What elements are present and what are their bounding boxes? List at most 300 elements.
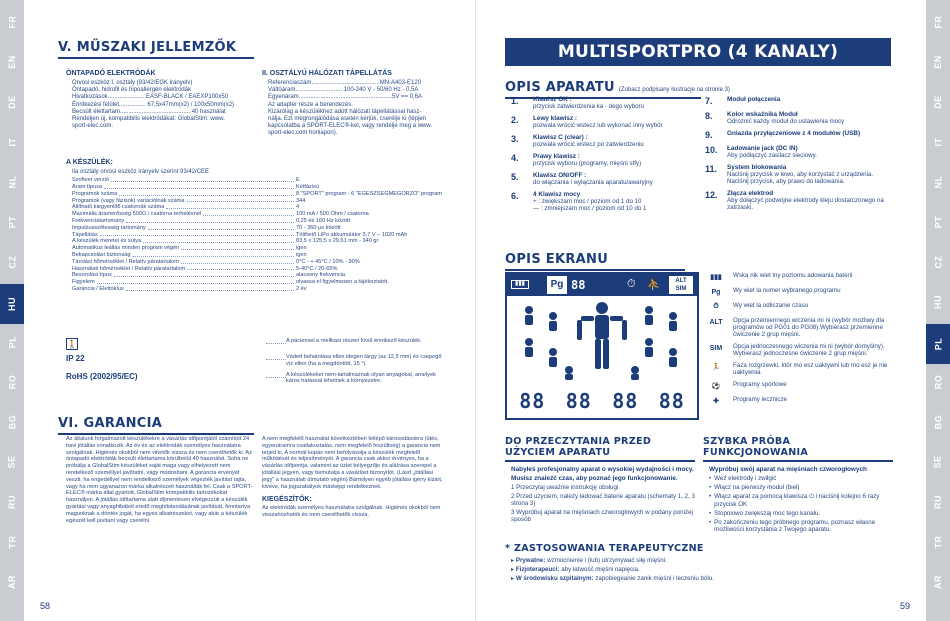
network-line: kapcsolatba a SPORT-ELEC®-kel, vagy rendelje meg a www. [268,123,433,130]
language-tab-de[interactable] [0,84,24,120]
spec-leader [181,259,294,264]
body-silhouette-icon [577,302,627,369]
spec-row [72,232,446,239]
spec-row [72,225,446,232]
language-tab-label: TR [7,535,17,549]
application-item [511,557,885,564]
language-tab-pl[interactable] [926,324,950,364]
lcd-channel-digit: 88 [519,389,546,413]
device-item-body [727,111,895,125]
language-tab-pt[interactable] [0,204,24,240]
device-item-title: System blokowania [727,164,787,171]
symbol-mark [66,354,266,363]
screen-legend-row [705,362,895,376]
language-tab-se[interactable] [0,444,24,480]
device-item-desc: Aby podłączyć zasilacz sieciowy. [727,152,817,159]
power-line: Érintkezési felület................ 67,5x47mm(x2) / 100x50mm(x2) [72,101,235,108]
applications-items [505,557,885,582]
symbol-row [66,354,446,368]
device-item-body [533,115,691,129]
device-item-title: Klawisz ON/OFF : [533,172,587,179]
spec-key: Garancia / Élettoklus [72,285,124,292]
applications-title: * ZASTOSOWANIA TERAPEUTYCZNE [505,543,704,554]
device-items-left [511,96,691,217]
device-item-desc: przycisk wyboru (programy, mięśni stfy) [533,160,642,167]
quick-item-text: Stopniowo zwiększaj moc tego kanału. [714,510,821,517]
language-tab-label: NL [7,175,17,189]
device-title: A KÉSZÜLÉK: [66,159,113,166]
timer-icon: ⏱ [713,303,719,310]
lcd-battery-icon: ▮▮▮ [511,280,529,289]
language-tab-label: FR [933,15,943,29]
read-intro: Nabyłeś profesjonalny aparat o wysokiej wydajności i mocy. [511,466,694,473]
screen-legend-text: Wy wiet la odliczanie czasu [733,302,809,309]
device-item-number: 2. [511,115,519,125]
bullet-icon: • [709,493,712,500]
device-item-desc-2: — : zmniejszam moc / poziom od 10 do 1 [533,205,647,212]
quick-test-title: SZYBKA PRÓBA FUNKCJONOWANIA [703,436,809,458]
network-line: sport-elec.com honlapon). [268,130,338,137]
lcd-warmup-icon: ⛹ [647,279,661,291]
screen-legend-row [705,381,895,391]
quick-item-text: Po zakończeniu tego próbnego programu, poznasz własne możliwości korzystania z Twojego aparatu. [714,519,876,533]
spec-key: Szoftver verzió [72,177,109,184]
device-item-number: 5. [511,172,519,182]
device-item-body [727,190,895,211]
language-tab-label: RU [933,495,943,509]
quick-item [709,510,893,517]
spec-key: Tárolási hőmérséklet / Relatív páratartalom [72,258,179,265]
language-tab-label: CZ [7,255,17,269]
language-tab-ro[interactable] [926,364,950,400]
device-item-body [533,134,691,148]
network-line: Egyenáram........................................................5V == 0,6A [268,94,423,101]
spec-leader [119,191,294,196]
read-items [505,484,695,523]
spec-row [72,218,446,225]
language-tabs-left [0,0,24,621]
quick-item [709,519,893,533]
device-item-title: Lewy klawisz : [533,115,578,122]
language-tab-nl[interactable] [0,164,24,200]
spec-leader [111,177,294,182]
screen-description-rule [505,269,685,271]
device-item-number: 10. [705,145,718,155]
device-item-number: 7. [705,96,713,106]
device-item [705,130,895,140]
spec-row [72,238,446,245]
warmup-icon: 🏃 [711,364,721,371]
health-icon: ✚ [713,398,719,405]
language-tab-label: RU [7,495,17,509]
spec-leader [126,286,294,291]
lcd-channel-digits [509,386,695,416]
spec-value: alacsony frekvencia [296,272,346,279]
spec-row [72,286,446,293]
application-label: W środowisku szpitalnym: [515,575,594,582]
language-tab-label: AR [933,575,943,589]
quick-item-text: Weź elektrody i zwiłgić [714,475,777,482]
network-line: Referenciaszám.........................................MN-A403-E120 [268,80,422,86]
device-item-body [727,130,895,140]
spec-leader [114,272,294,277]
language-tab-label: AR [7,575,17,589]
lcd-program-digits: 88 [571,278,586,292]
language-tab-label: HU [7,297,17,311]
device-item-number: 9. [705,130,713,140]
language-tab-it[interactable] [0,124,24,160]
language-tab-label: PL [932,337,943,351]
device-intro: Ila osztály orvosi eszköz irányelv szerint 93/42/CEE [72,169,210,175]
screen-legend-text: Wy wiet la numer wybranego programu [733,287,841,294]
language-tab-label: PT [932,215,943,229]
disposal-text: Az elektródák személyes használatra szolgálnak. Higiénés okokból nem visszahozhatók és nem cserélhetők vissza. [262,505,441,519]
screen-legend-text: Programy lecznicze [733,396,787,403]
device-item-title: 4 Klawisz mocy [533,191,581,198]
spec-value: igen [296,245,307,252]
language-tab-ar[interactable] [926,564,950,600]
device-item-body [727,164,895,185]
language-tab-en[interactable] [0,44,24,80]
device-item-body [533,153,691,167]
device-item-desc: pozwala wrócić wstecz po zatwierdzeniu [533,141,644,148]
language-tab-label: EN [932,55,943,69]
language-tab-fr[interactable] [0,4,24,40]
spec-value: 8 "SPORT" program - 6 "EGÉSZSÉGMEGŐRZŐ" program [296,190,442,197]
language-tab-ro[interactable] [0,364,24,400]
spec-row [72,259,446,266]
spec-value: 0°C - + 45°C / 10% - 90% [296,258,360,265]
bullet-icon: • [709,519,712,526]
device-item-desc: Naciśnij przycisk w lewo, aby korzystać z urządzenia. Naciśnij przycisk, aby prawo do ładowania. [727,171,874,185]
spec-value: 0,25 és 160 Hz között [296,217,351,224]
spec-leader [100,232,294,237]
language-tab-label: BG [933,414,943,430]
spec-key: Maximális áramerősség 500Ω / csatorna terhelésnél [72,211,202,218]
device-item-body [727,145,895,159]
device-item [511,191,691,212]
language-tab-label: IT [7,137,17,147]
language-tab-label: NL [933,175,943,189]
symbol-row [66,372,446,386]
network-title: II. OSZTÁLYÚ HÁLÓZATI TÁPELLÁTÁS [262,70,392,77]
language-tab-label: RO [7,374,17,390]
spec-leader [181,245,294,250]
spec-leader [166,204,294,209]
section-5-title: V. MŰSZAKI JELLEMZŐK [58,40,237,55]
device-item [511,96,691,110]
screen-legend-text: Opcja przemiennego wiczenia mi ni (wybór możliwy dla programów od PG01 do PG08).Wybierasz przemienne ćwiczenie 2 grup mięśni. [733,317,885,338]
spec-row [72,184,446,191]
language-tab-label: SE [932,455,943,469]
read-item: 1 Przeczytaj uważnie instrukcję obsługi [511,484,619,491]
device-item-title: Kolor wskaźnika Moduł [727,111,798,118]
language-tab-label: CZ [933,255,943,269]
lcd-channel-digit: 88 [612,389,639,413]
language-tab-label: IT [933,137,943,147]
language-tab-fr[interactable] [926,4,950,40]
alt-icon: ALT [709,318,723,326]
application-label: Fizjoterapeuci: [515,566,560,573]
lcd-sim-label: SIM [675,286,687,292]
symbol-leader [266,354,286,360]
spec-leader [126,218,294,223]
network-line: Az adapter része a berendezés. [268,101,354,108]
section-6-rule [58,433,254,435]
application-item [511,566,885,573]
symbol-leader [266,338,286,344]
power-title: ÖNTAPADÓ ELEKTRÓDÁK [66,70,156,77]
language-tab-se[interactable] [926,444,950,480]
language-tab-de[interactable] [926,84,950,120]
symbol-label: IP 22 [66,354,85,363]
device-item-body [533,191,691,212]
spec-leader [203,211,294,216]
device-description-note: (Zobacz podpisany ilustracje na stronie 3) [618,87,730,93]
quick-item [709,493,893,508]
language-tab-label: PT [6,215,17,229]
spec-value: 2 év [296,285,307,292]
language-tab-label: SE [6,455,17,469]
spec-leader [97,279,294,284]
program-icon: Pg [711,288,721,296]
screen-legend-row [705,272,895,282]
screen-legend-row [705,396,895,406]
quick-test-rule [703,460,893,462]
language-tab-label: DE [932,95,943,109]
symbol-description: Védett behatolása ellen idegen tárgy (az 12,5 mm) és csepegő víz ellen (ha a megdöntött, 15 °). [286,354,442,367]
symbol-description: A páciensel a mellkasi részen kívül érintkező készülék. [286,338,422,344]
power-line: Öntapadó, hidrofil és hipoallergén elektródák [72,87,192,94]
section-5-rule [58,57,254,59]
spec-value: 5-40°C / 20-65% [296,265,338,272]
lcd-body-figure [509,298,695,382]
device-item-desc: pozwala wrócić wstecz lub wykonać inny wybór [533,122,663,129]
bullet-icon: • [709,475,712,482]
device-item-title: Klawisz C (clear) : [533,134,588,141]
language-tab-label: TR [933,535,943,549]
network-line: nálja. Ezt megrongálódása esetén kérjük, cserélje ki (lépjen [268,116,427,123]
quick-item-text: Włącz aparat za pomocą klawisza ⏻ i naciśnij kolejno 6 razy przycisk OK [714,493,880,508]
lcd-alt-sim [669,276,693,294]
language-tab-pt[interactable] [926,204,950,240]
language-tab-label: PL [6,335,17,349]
spec-list [66,177,446,293]
spec-leader [104,184,294,189]
left-page [24,0,475,621]
language-tab-cz[interactable] [926,244,950,280]
spec-key: Állítható kiegyenlítő csatornák száma [72,204,165,211]
device-item-desc: do włączania i wyłączania aparatu/awaryjny [533,179,653,186]
device-item-number: 11. [705,164,718,174]
page-number-left: 58 [40,601,51,611]
spec-leader [187,198,294,203]
language-tab-ar[interactable] [0,564,24,600]
language-tab-cz[interactable] [0,244,24,280]
spec-value: Kétfázisú [296,184,320,190]
screen-legend-row [705,317,895,338]
screen-legend-text: Programy sportowe [733,381,787,388]
language-tab-hu[interactable] [0,284,24,324]
language-tab-pl[interactable] [0,324,24,360]
spec-key: Programok (vagy fázisok) variációinak száma [72,197,185,204]
device-item [705,111,895,125]
spec-key: Impulzusszélesség tartomány [72,224,146,231]
language-tab-label: DE [6,95,17,109]
device-item [511,172,691,186]
spec-row [72,191,446,198]
device-item-desc: przycisk zatwierdzenia ka - dego wyboru [533,103,645,110]
lcd-channel-digit: 88 [565,389,592,413]
bullet-icon: • [709,510,712,517]
language-tab-ru[interactable] [926,484,950,520]
device-item [705,96,895,106]
spec-value: 70 - 360 μs között [296,224,341,231]
screen-description-title: OPIS EKRANU [505,252,609,267]
spec-row [72,177,446,184]
symbol-leader [266,372,286,378]
right-page [475,0,926,621]
language-tab-tr[interactable] [0,524,24,560]
sim-icon: SIM [709,344,723,352]
language-tab-ru[interactable] [0,484,24,520]
language-tab-tr[interactable] [926,524,950,560]
device-item-title: Ładowanie jack (DC IN) [727,145,798,152]
application-label: Prywatne: [515,557,546,564]
quick-item [709,475,893,482]
device-item [705,164,895,185]
power-lines [66,80,256,130]
language-tab-label: RO [933,374,943,390]
language-tab-bg[interactable] [926,404,950,440]
page-number-right: 59 [900,601,911,611]
language-tab-label: FR [7,15,17,29]
lcd-alt-label: ALT [675,278,687,284]
power-line: Rendeljen új, kompatibilis elektródákat: GlobalStim; www. [72,116,225,123]
spec-leader [187,266,294,271]
disposal-title: KIEGÉSZÍTŐK: [262,496,312,504]
sport-icon: ⚽ [711,383,721,390]
language-tab-nl[interactable] [926,164,950,200]
language-tab-it[interactable] [926,124,950,160]
symbol-row [66,338,446,350]
spec-value: igen [296,251,307,258]
language-tabs-right [926,0,950,621]
application-item [511,575,885,582]
quick-item-text: Włącz na pierwszy moduł (biel) [714,484,800,491]
device-item-desc: Odróżnić każdy moduł do ustawienia mocy [727,118,845,125]
screen-legend-row [705,343,895,357]
quick-test-intro: Wypróbuj swój aparat na mięśniach czworogłowych [709,466,867,473]
device-item-number: 4. [511,153,519,163]
device-item-desc: Aby dołączyć podwójne elektrody kleju dostarczonego na zatrzaski. [727,197,884,211]
device-item [705,145,895,159]
device-item [511,115,691,129]
device-item-title: Prawy klawisz : [533,153,580,160]
spec-row [72,198,446,205]
application-text: aby łatwość mięśni napięcia. [559,566,640,573]
product-banner: MULTISPORTPRO (4 KANALY) [505,38,891,66]
symbol-mark [66,338,266,350]
screen-legend-row [705,287,895,297]
spec-key: Tápellátás [72,231,98,238]
spec-leader [143,238,294,243]
language-tab-hu[interactable] [926,284,950,320]
screen-legend-text: Opcja jednoczesnego wiczenia mi ni (wybór domyślny). Wybierasz jednoczesne ćwiczenie 2 grup mięśni. [733,343,885,357]
language-tab-bg[interactable] [0,404,24,440]
spec-row [72,266,446,273]
device-item-title: Klawisz OK : [533,96,572,103]
language-tab-label: BG [7,414,17,430]
device-item-title: Złącza elektrod [727,190,774,197]
bullet-icon: • [709,484,712,491]
spec-value: E [296,177,300,184]
device-item [705,190,895,211]
spec-value: olvassa el figyelmesen a tájékoztatót. [296,279,389,286]
power-line: Becsült élettartam.......................................... 40 használat [72,108,226,115]
spec-key: Figyelem [72,279,95,286]
spec-row [72,245,446,252]
quick-test-items [703,475,893,533]
power-line: Hivatkozások.......................EASF-BLACK / EAEXP100x50 [72,94,229,101]
screen-legend [705,272,895,411]
language-tab-label: EN [6,55,17,69]
spec-row [72,211,446,218]
spec-row [72,204,446,211]
read-before-use-title: DO PRZECZYTANIA PRZED UŻYCIEM APARATU [505,436,652,458]
device-item-number: 1. [511,96,519,106]
symbol-list [66,338,446,389]
language-tab-label: HU [933,295,943,309]
network-lines [262,80,442,138]
spec-value: 4 [296,204,300,211]
lcd-program-label: Pg [547,276,567,294]
power-line: Orvosi eszköz I. osztály (93/42/EGK irányelv) [72,80,193,86]
spec-row [72,279,446,286]
spec-key: Automatikus leállás minden program végén [72,245,180,252]
spec-row [72,252,446,259]
device-item-title: Gniazda przyłączeniowe z 4 modułów (USB) [727,130,861,137]
read-item: 3 Wypróbuj aparat na mięśniach czworogłowych w podany poniżej sposób [511,509,693,523]
section-6-title: VI. GARANCIA [58,416,163,431]
spec-row [72,272,446,279]
spec-value: 83,5 x 125,5 x 29,61 mm - 340 gr [296,238,379,245]
arrow-icon: ▸ [511,557,516,564]
spec-value: 100 mA / 500 Ohm / csatorna [296,211,369,218]
device-item-number: 8. [705,111,713,121]
device-item-number: 12. [705,190,718,200]
spec-key: Áram típusa [72,184,103,190]
language-tab-en[interactable] [926,44,950,80]
screen-legend-row [705,302,895,312]
application-text: zapobiegeanie zanik mięśni i leczeniu bólu. [593,575,714,582]
lcd-channel-digit: 88 [658,389,685,413]
spec-value: 344 [296,197,306,204]
device-item-number: 6. [511,191,519,201]
spec-key: Frekvenciatartomány [72,217,125,224]
spec-key: Programok száma [72,190,118,197]
spec-leader [132,252,294,257]
spec-key: Bekapcsolási biztonság [72,251,131,258]
lcd-timer-icon: ⏱ [627,278,636,290]
device-item-body [727,96,895,106]
screen-legend-text: Wska nik wiet lny poziomu adowania baterii [733,272,853,279]
device-item [511,134,691,148]
quick-item [709,484,893,491]
arrow-icon: ▸ [511,566,516,573]
spec-value: Tölthető LiPo akkumulátor 3,7 V – 1020 mAh [296,231,408,238]
spec-key: Használati hőmérséklet / Relatív páratartalom [72,265,186,272]
